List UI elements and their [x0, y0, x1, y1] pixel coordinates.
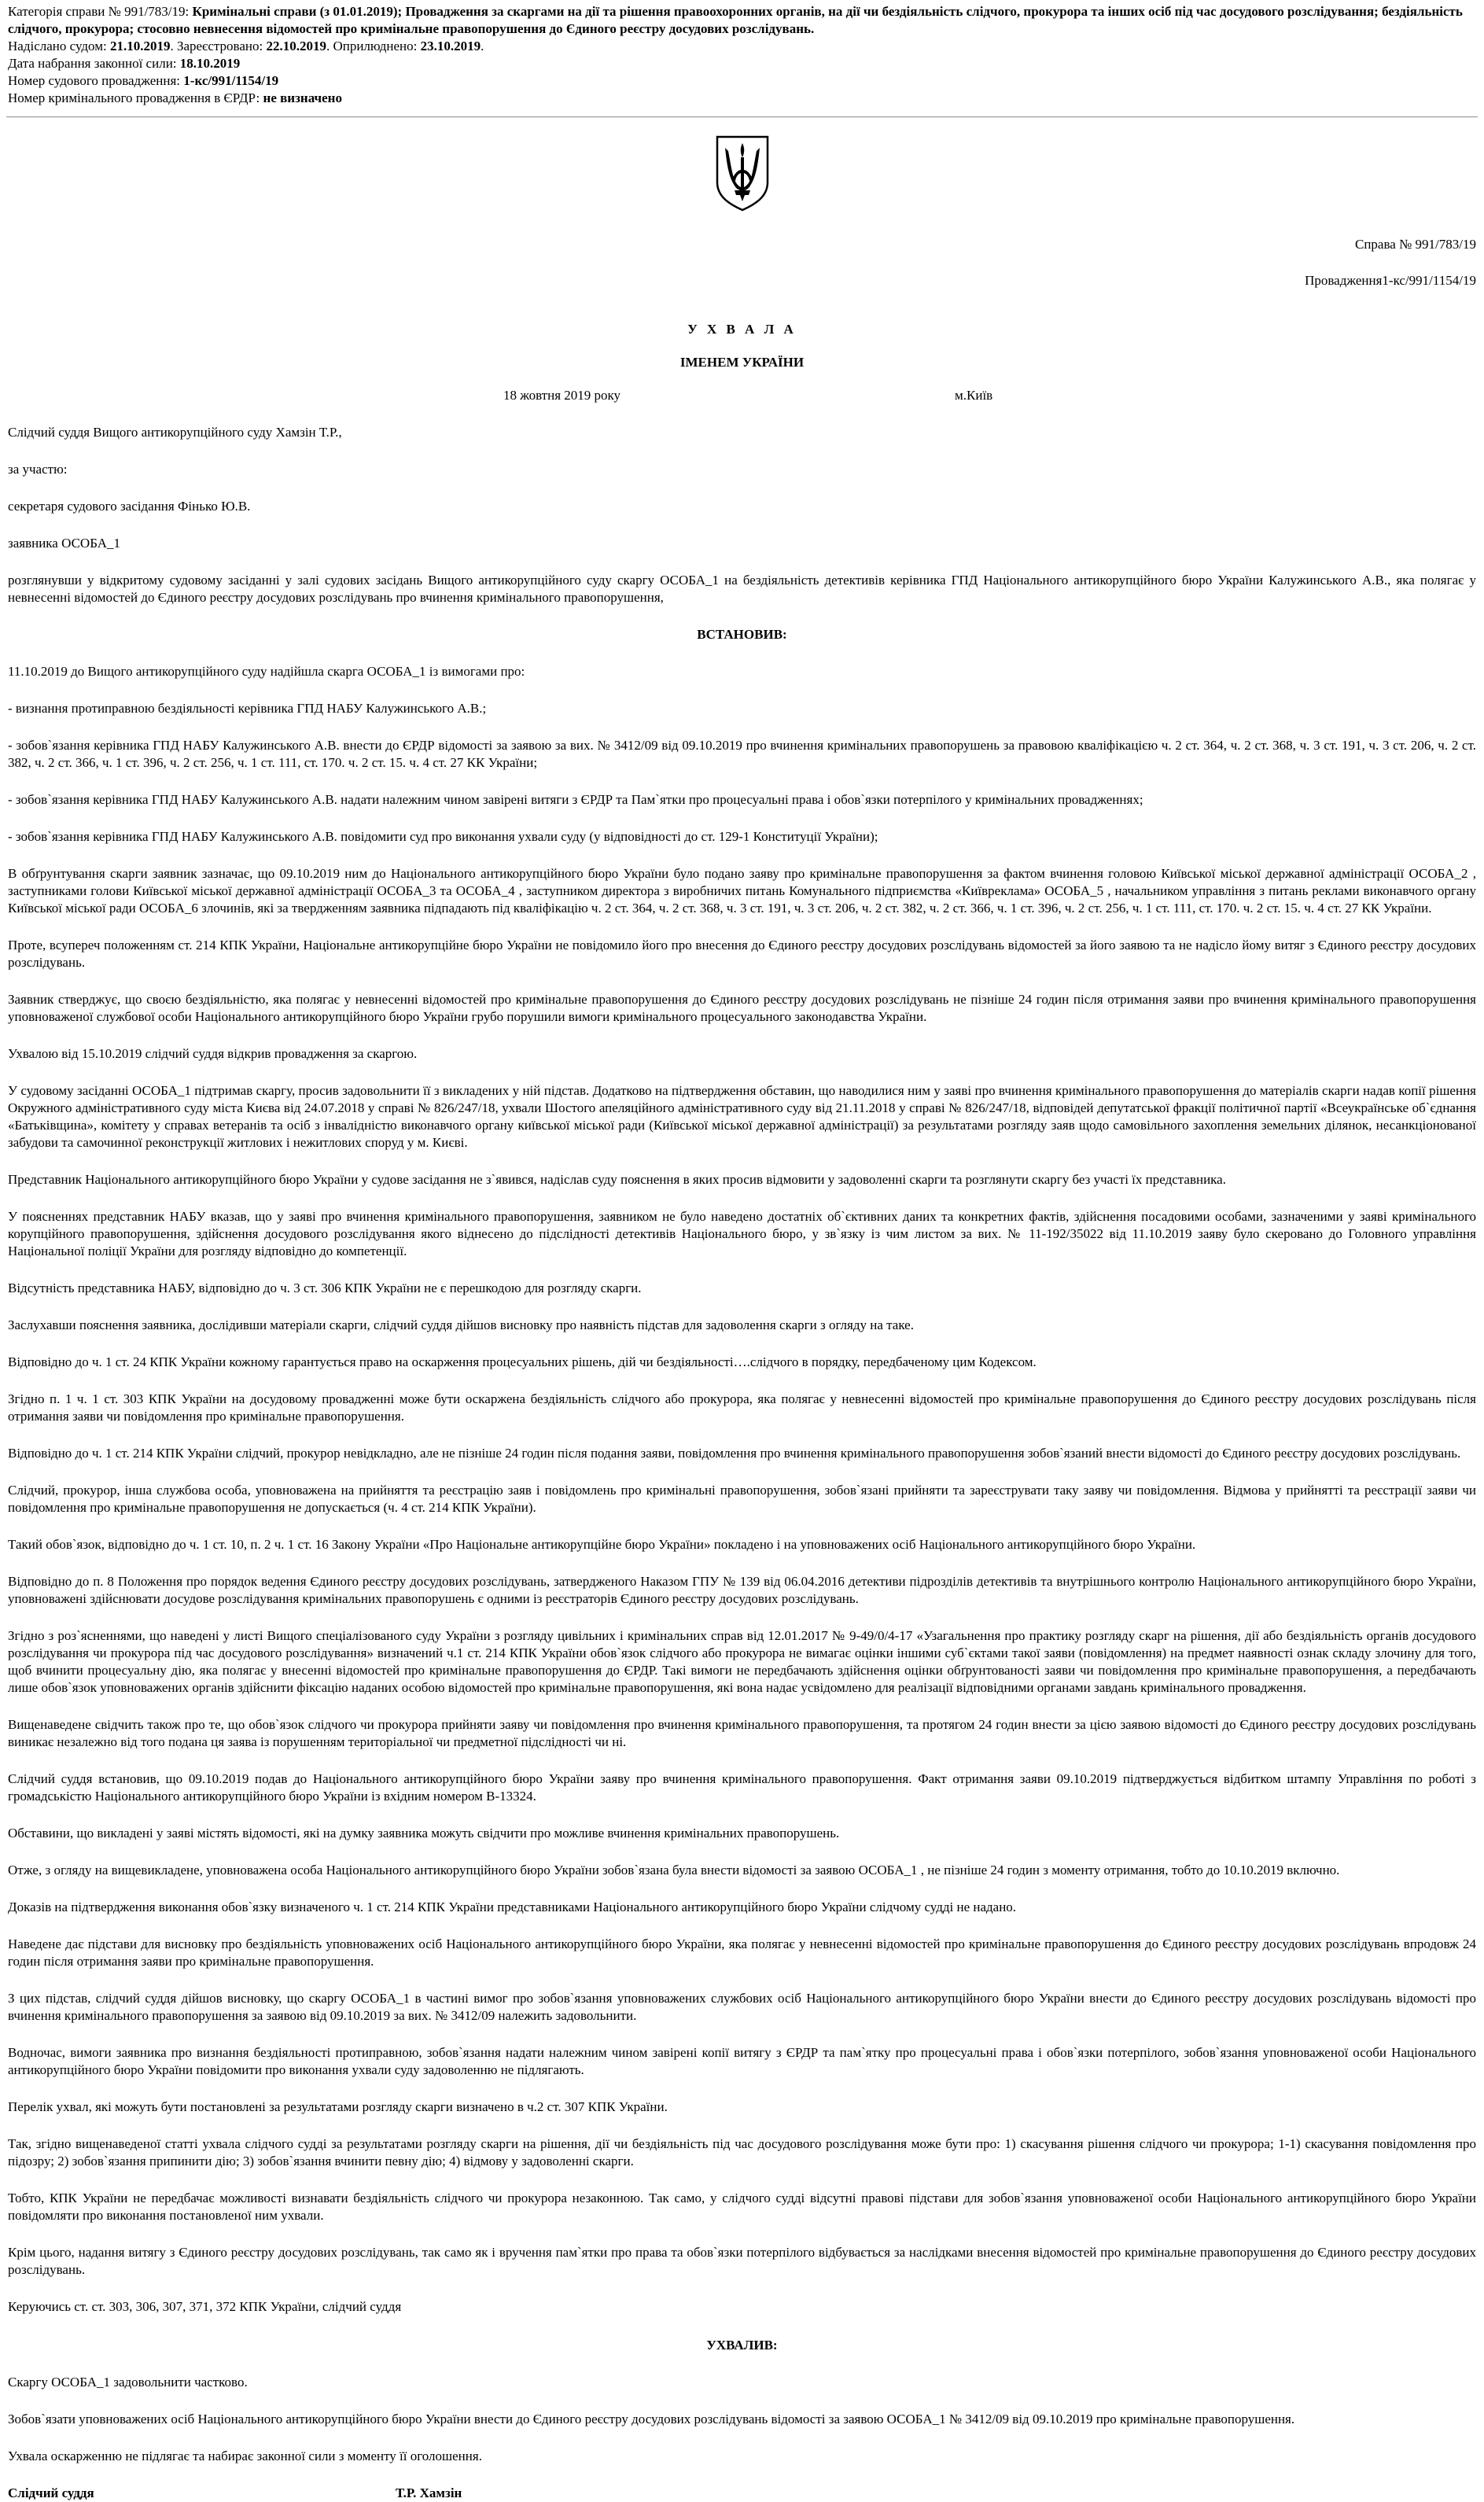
intro-considered: розглянувши у відкритому судовому засіданні у залі судових засідань Вищого антикорупційного суду скаргу ОСОБА_1 на бездіяльність детективів керівника ГПД Національного антикорупційного бюро України Калужинського А.В., яка полягає у невнесенні відомостей до Єдиного реєстру досудових розслідувань про вчинення кримінального правопорушення, [8, 573, 1476, 605]
established-paragraph: З цих підстав, слідчий суддя дійшов висновку, що скаргу ОСОБА_1 в частині вимог про зобов`язання уповноважених службових осіб Національного антикорупційного бюро України внести до Єдиного реєстру досудових розслідувань відомості про вчинення кримінального правопорушення за заявою від 09.10.2019 за вих. № 3412/09 належить задовольнити. [8, 1991, 1476, 2023]
intro-secretary: секретаря судового засідання Фінько Ю.В. [8, 499, 251, 514]
established-paragraph: - визнання протиправною бездіяльності керівника ГПД НАБУ Калужинського А.В.; [8, 701, 487, 716]
intro-applicant: заявника ОСОБА_1 [8, 536, 121, 551]
established-paragraph: Тобто, КПК України не передбачає можливості визнавати бездіяльність слідчого чи прокурора незаконною. Так само, у слідчого судді відсутні правові підстави для зобов`язання уповноваженої особи Національного антикорупційного бюро України повідомляти про виконання постановленої ним ухвали. [8, 2191, 1476, 2223]
established-paragraph: Відповідно до ч. 1 ст. 214 КПК України слідчий, прокурор невідкладно, але не пізніше 24 годин після подання заяви, повідомлення про вчинення кримінального правопорушення зобов`язаний внести відомості до Єдиного реєстру досудових розслідувань. [8, 1446, 1461, 1461]
decided-paragraph: Скаргу ОСОБА_1 задовольнити частково. [8, 2375, 248, 2390]
document-title: У Х В А Л А [687, 322, 797, 337]
in-the-name-of-ukraine: ІМЕНЕМ УКРАЇНИ [679, 355, 805, 370]
established-paragraph: Перелік ухвал, які можуть бути постановлені за результатами розгляду скарги визначено в ч.2 ст. 307 КПК України. [8, 2099, 668, 2114]
established-paragraph: Вищенаведене свідчить також про те, що обов`язок слідчого чи прокурора прийняти заяву чи повідомлення про вчинення кримінального правопорушення, та протягом 24 годин внести за цією заявою відомості до Єдиного реєстру досудових розслідувань виникає незалежно від того подана ця заява із порушенням територіальної чи предметної підслідності чи ні. [8, 1717, 1476, 1749]
established-paragraph: Ухвалою від 15.10.2019 слідчий суддя відкрив провадження за скаргою. [8, 1046, 418, 1061]
case-number: Справа № 991/783/19 [1355, 237, 1476, 252]
intro-with-participation: за участю: [8, 462, 68, 477]
signature-role: Слідчий суддя [8, 2485, 94, 2500]
meta-category: Категорія справи № 991/783/19: Кримінальні справи (з 01.01.2019); Провадження за скаргами на дії та рішення правоохоронних органів, на дії чи бездіяльність слідчого, прокурора та інших осіб під час досудового розслідування; бездіяльність слідчого, прокурора; стосовно невнесення відомостей про кримінальне правопорушення до Єдиного реєстру досудових розслідувань. [8, 4, 1463, 36]
established-paragraph: - зобов`язання керівника ГПД НАБУ Калужинського А.В. повідомити суд про виконання ухвали суду (у відповідності до ст. 129-1 Конституції України); [8, 829, 878, 844]
established-paragraph: - зобов`язання керівника ГПД НАБУ Калужинського А.В. надати належним чином завірені витяги з ЄРДР та Пам`ятки про процесуальні права і обов`язки потерпілого у кримінальних провадженнях; [8, 792, 1143, 807]
established-paragraph: Так, згідно вищенаведеної статті ухвала слідчого судді за результатами розгляду скарги на рішення, дії чи бездіяльність під час досудового розслідування може бути про: 1) скасування рішення слідчого чи прокурора; 1-1) скасування повідомлення про підозру; 2) зобов`язання припинити дію; 3) зобов`язання вчинити певну дію; 4) відмову у задоволенні скарги. [8, 2136, 1476, 2169]
intro-judge: Слідчий суддя Вищого антикорупційного суду Хамзін Т.Р., [8, 425, 342, 440]
established-paragraph: Водночас, вимоги заявника про визнання бездіяльності протиправною, зобов`язання надати належним чином завірені копії витягу з ЄРДР та пам`ятку про процесуальні права і обов`язки потерпілого, зобов`язання уповноваженої особи Національного антикорупційного бюро України повідомити про виконання ухвали суду задоволенню не підлягають. [8, 2045, 1476, 2077]
meta-effective-date: Дата набрання законної сили: 18.10.2019 [8, 56, 241, 71]
proceeding-number: Провадження1-кс/991/1154/19 [1305, 273, 1476, 288]
horizontal-divider [6, 116, 1478, 118]
established-paragraph: Крім цього, надання витягу з Єдиного реєстру досудових розслідувань, так само як і вручення пам`ятки про права та обов`язки потерпілого відбувається за наслідками внесення відомостей про кримінальне правопорушення до Єдиного реєстру досудових розслідувань. [8, 2245, 1476, 2277]
established-paragraph: Згідно п. 1 ч. 1 ст. 303 КПК України на досудовому провадженні може бути оскаржена бездіяльність слідчого або прокурора, яка полягає у невнесенні відомостей про кримінальне правопорушення до Єдиного реєстру досудових розслідувань після отримання заяви чи повідомлення про кримінальне правопорушення. [8, 1391, 1476, 1424]
established-paragraph: Такий обов`язок, відповідно до ч. 1 ст. 10, п. 2 ч. 1 ст. 16 Закону України «Про Національне антикорупційне бюро України» покладено і на уповноважених осіб Національного антикорупційного бюро України. [8, 1537, 1196, 1552]
signature-block [0, 2485, 1484, 2502]
established-paragraph: Слідчий суддя встановив, що 09.10.2019 подав до Національного антикорупційного бюро України заяву про вчинення кримінального правопорушення. Факт отримання заяви 09.10.2019 підтверджується відбитком штампу Управління по роботі з громадськістю Національного антикорупційного бюро України із вхідним номером В-13324. [8, 1771, 1476, 1804]
meta-criminal-proceeding-number: Номер кримінального провадження в ЄРДР: не визначено [8, 90, 342, 105]
established-paragraph: У судовому засіданні ОСОБА_1 підтримав скаргу, просив задовольнити її з викладених у ній підстав. Додатково на підтвердження обставин, що наводилися ним у заяві про вчинення кримінального правопорушення до матеріалів скарги надав копії рішення Окружного адміністративного суду міста Києва від 24.07.2018 у справі № 826/247/18, ухвали Шостого апеляційного адміністративного суду від 21.11.2018 у справі № 826/247/18, відповідей депутатської фракції політичної партії «Всеукраїнське об`єднання «Батьківщина», комітету у справах ветеранів та осіб з інвалідністю виконавчого органу київської міської ради (Київської міської державної адміністрації) за результатами розгляду заяв щодо самовільного захоплення земельних ділянок, несанкціонованої забудови та самочинної реконструкції житлових і нежитлових споруд у м. Києві. [8, 1083, 1476, 1150]
decided-paragraph: Зобов`язати уповноважених осіб Національного антикорупційного бюро України внести до Єдиного реєстру досудових розслідувань відомості за заявою ОСОБА_1 № 3412/09 від 09.10.2019 про кримінальне правопорушення. [8, 2412, 1295, 2426]
meta-court-proceeding-number: Номер судового провадження: 1-кс/991/1154/19 [8, 73, 279, 88]
signature-name: Т.Р. Хамзін [396, 2485, 462, 2500]
date-place-row [8, 387, 1476, 404]
established-paragraph: Керуючись ст. ст. 303, 306, 307, 371, 372 КПК України, слідчий суддя [8, 2299, 402, 2314]
meta-dates: Надіслано судом: 21.10.2019. Зареєстровано: 22.10.2019. Оприлюднено: 23.10.2019. [8, 39, 484, 53]
established-paragraph: Заслухавши пояснення заявника, дослідивши матеріали скарги, слідчий суддя дійшов висновку про наявність підстав для задоволення скарги з огляду на таке. [8, 1317, 914, 1332]
decided-heading: УХВАЛИВ: [706, 2338, 778, 2353]
established-paragraph: Проте, всупереч положенням ст. 214 КПК України, Національне антикорупційне бюро України не повідомило його про внесення до Єдиного реєстру досудових розслідувань відомостей за його заявою та не надісло йому витяг з Єдиного реєстру досудових розслідувань. [8, 938, 1476, 970]
established-paragraph: В обґрунтування скарги заявник зазначає, що 09.10.2019 ним до Національного антикорупційного бюро України було подано заяву про кримінальне правопорушення за фактом вчинення головою Київської міської державної адміністрації ОСОБА_2 , заступниками голови Київської міської державної адміністрації ОСОБА_3 та ОСОБА_4 , заступником директора з виробничих питань Комунального підприємства «Київреклама» ОСОБА_5 , начальником управління з питань реклами виконавчого органу Київської міської ради ОСОБА_6 злочинів, які за твердженням заявника підпадають під кваліфікацію ч. 2 ст. 364, ч. 2 ст. 368, ч. 3 ст. 191, ч. 3 ст. 206, ч. 2 ст. 382, ч. 2 ст. 366, ч. 1 ст. 396, ч. 2 ст. 256, ч. 1 ст. 111, ст. 170. ч. 2 ст. 15. ч. 4 ст. 27 КК України. [8, 866, 1476, 916]
coat-of-arms-container [0, 134, 1484, 212]
established-paragraph: Обставини, що викладені у заяві містять відомості, які на думку заявника можуть свідчити про можливе вчинення кримінальних правопорушень. [8, 1826, 840, 1841]
established-paragraph: Відповідно до ч. 1 ст. 24 КПК України кожному гарантується право на оскарження процесуальних рішень, дій чи бездіяльності….слідчого в порядку, передбаченому цим Кодексом. [8, 1354, 1037, 1369]
established-paragraph: Доказів на підтвердження виконання обов`язку визначеного ч. 1 ст. 214 КПК України представниками Національного антикорупційного бюро України слідчому судді не надано. [8, 1900, 1017, 1914]
established-paragraph: Відсутність представника НАБУ, відповідно до ч. 3 ст. 306 КПК України не є перешкодою для розгляду скарги. [8, 1280, 642, 1295]
document-body [0, 236, 1484, 2465]
ukraine-trident-emblem-icon [714, 134, 771, 212]
document-date: 18 жовтня 2019 року [503, 388, 621, 403]
established-paragraph: Отже, з огляду на вищевикладене, уповноважена особа Національного антикорупційного бюро України зобов`язана була внести відомості за заявою ОСОБА_1 , не пізніше 24 годин з моменту отримання, тобто до 10.10.2019 включно. [8, 1863, 1340, 1877]
decided-paragraph: Ухвала оскарженню не підлягає та набирає законної сили з моменту її оголошення. [8, 2449, 482, 2463]
established-paragraph: Згідно з роз`ясненнями, що наведені у листі Вищого спеціалізованого суду України з розгляду цивільних і кримінальних справ від 12.01.2017 № 9-49/0/4-17 «Узагальнення про практику розгляду скарг на рішення, дії або бездіяльність органів досудового розслідування чи прокурора під час досудового розслідування» визначений ч.1 ст. 214 КПК України обов`язок слідчого або прокурора не вимагає оцінки іншими суб`єктами такої заяви (повідомлення) на предмет наявності ознак складу злочину для того, щоб вчинити процесуальну дію, яка полягає у внесенні відомостей про кримінальне правопорушення до ЄРДР. Такі вимоги не передбачають здійснення оцінки обґрунтованості заяви чи повідомлення про кримінальне правопорушення, а передбачають лише обов`язок уповноважених органів здійснити фіксацію наданих особою відомостей про кримінальне правопорушення, які вона надає усвідомлено для реалізації відповідними органами завдань кримінального провадження. [8, 1628, 1476, 1695]
established-paragraph: Заявник стверджує, що своєю бездіяльністю, яка полягає у невнесенні відомостей про кримінальне правопорушення до Єдиного реєстру досудових розслідувань не пізніше 24 годин після отримання заяви про вчинення кримінального правопорушення уповноваженої службової особи Національного антикорупційного бюро України грубо порушили вимоги кримінального процесуального законодавства України. [8, 992, 1476, 1024]
established-paragraph: У поясненнях представник НАБУ вказав, що у заяві про вчинення кримінального правопорушення, заявником не було наведено достатніх об`єктивних даних та конкретних фактів, здійснення посадовими особами, зазначеними у заяві кримінального корупційного правопорушення, здійснення досудового розслідування якого віднесено до підслідності детективів Національного бюро, у зв`язку із чим листом за вих. № 11-192/35022 від 11.10.2019 заяву було скеровано до Головного управління Національної поліції України для розгляду відповідно до компетенції. [8, 1209, 1476, 1258]
established-paragraph: - зобов`язання керівника ГПД НАБУ Калужинського А.В. внести до ЄРДР відомості за заявою за вих. № 3412/09 від 09.10.2019 про вчинення кримінальних правопорушень за правовою кваліфікацією ч. 2 ст. 364, ч. 2 ст. 368, ч. 3 ст. 191, ч. 3 ст. 206, ч. 2 ст. 382, ч. 2 ст. 366, ч. 1 ст. 396, ч. 2 ст. 256, ч. 1 ст. 111, ст. 170. ч. 2 ст. 15. ч. 4 ст. 27 КК України; [8, 738, 1476, 770]
established-heading: ВСТАНОВИВ: [697, 627, 787, 642]
document-metadata [0, 0, 1484, 107]
document-city: м.Київ [955, 388, 993, 403]
established-paragraph: 11.10.2019 до Вищого антикорупційного суду надійшла скарга ОСОБА_1 із вимогами про: [8, 664, 525, 679]
established-paragraph: Відповідно до п. 8 Положення про порядок ведення Єдиного реєстру досудових розслідувань, затвердженого Наказом ГПУ № 139 від 06.04.2016 детективи підрозділів детективів та внутрішнього контролю Національного антикорупційного бюро України, уповноважені здійснювати досудове розслідування кримінальних правопорушень є одними із реєстраторів Єдиного реєстру досудових розслідувань. [8, 1574, 1476, 1606]
established-paragraph: Представник Національного антикорупційного бюро України у судове засідання не з`явився, надіслав суду пояснення в яких просив відмовити у задоволенні скарги та розглянути скаргу без участі їх представника. [8, 1172, 1226, 1187]
established-paragraph: Слідчий, прокурор, інша службова особа, уповноважена на прийняття та реєстрацію заяв і повідомлень про кримінальні правопорушення, зобов`язані прийняти та зареєструвати таку заяву чи повідомлення. Відмова у прийнятті та реєстрації заяви чи повідомлення про кримінальне правопорушення не допускається (ч. 4 ст. 214 КПК України). [8, 1483, 1476, 1515]
established-paragraph: Наведене дає підстави для висновку про бездіяльність уповноважених осіб Національного антикорупційного бюро України, яка полягає у невнесенні відомостей про кримінальне правопорушення до Єдиного реєстру досудових розслідувань впродовж 24 годин після отримання заяви про кримінальне правопорушення. [8, 1936, 1476, 1969]
